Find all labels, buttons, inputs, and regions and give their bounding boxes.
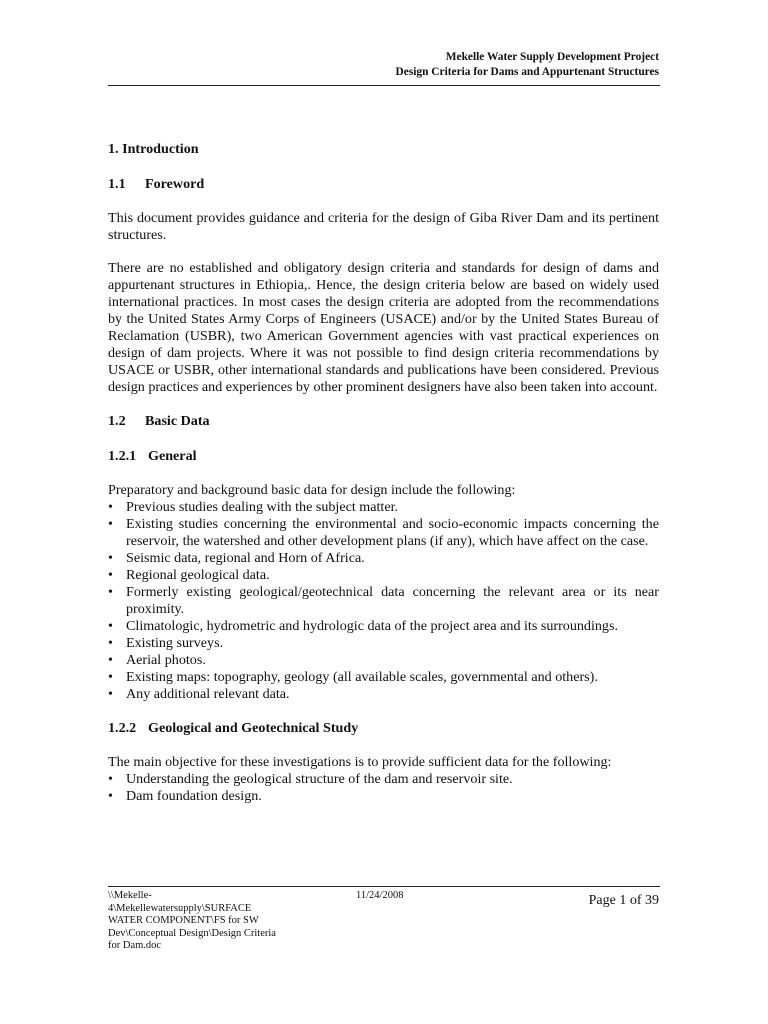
list-item: • Seismic data, regional and Horn of Africa. xyxy=(108,550,659,567)
section-1-1-heading xyxy=(108,175,659,194)
list-item: • Existing maps: topography, geology (all available scales, governmental and others). xyxy=(108,669,659,686)
header-project-title: Mekelle Water Supply Development Project xyxy=(445,51,659,63)
basic-data-list xyxy=(108,499,659,703)
geotech-objectives-list xyxy=(108,771,659,805)
paragraph-basic-data-intro: Preparatory and background basic data for design include the following: xyxy=(108,482,516,498)
section-number: 1.1 xyxy=(108,176,126,192)
paragraph-geotech-intro: The main objective for these investigations is to provide sufficient data for the following: xyxy=(108,754,612,770)
document-body xyxy=(108,140,659,821)
footer-date: 11/24/2008 xyxy=(356,890,404,901)
list-item: • Dam foundation design. xyxy=(108,788,659,805)
section-1-2-heading xyxy=(108,412,659,431)
footer-file-path: \\Mekelle-4\Mekellewatersupply\SURFACE WATER COMPONENT\FS for SW Dev\Conceptual Design\Design Criteria for Dam.doc xyxy=(108,890,276,951)
section-title: Geological and Geotechnical Study xyxy=(148,720,359,736)
header-rule xyxy=(108,85,660,86)
list-item: • Regional geological data. xyxy=(108,567,659,584)
list-item: • Climatologic, hydrometric and hydrologic data of the project area and its surroundings. xyxy=(108,618,659,635)
paragraph-foreword-2: There are no established and obligatory design criteria and standards for design of dams and appurtenant structures in Ethiopia,. Hence, the design criteria below are based on widely used international practices. In most cases the design criteria are adopted from the recommendations by the United States Army Corps of Engineers (USACE) and/or by the United States Bureau of Reclamation (USBR), two American Government agencies with vast practical experiences on design of dam projects. Where it was not possible to find design criteria recommendations by USACE or USBR, other international standards and publications have been considered. Previous design practices and experiences by other prominent designers have also been taken into account. xyxy=(108,260,659,395)
list-item: • Existing studies concerning the environmental and socio-economic impacts concerning the reservoir, the watershed and other development plans (if any), which have affect on the case. xyxy=(108,516,659,550)
list-item: • Existing surveys. xyxy=(108,635,659,652)
section-1-2-1-heading xyxy=(108,447,659,466)
section-1-2-2-heading xyxy=(108,719,659,738)
section-title: Basic Data xyxy=(145,413,210,429)
section-number: 1.2.2 xyxy=(108,720,137,736)
list-item: • Any additional relevant data. xyxy=(108,686,659,703)
section-1-heading: 1. Introduction xyxy=(108,141,199,157)
section-title: Foreword xyxy=(145,176,205,192)
footer-rule xyxy=(108,886,660,887)
list-item: • Aerial photos. xyxy=(108,652,659,669)
list-item: • Formerly existing geological/geotechnical data concerning the relevant area or its near proximity. xyxy=(108,584,659,618)
page-header xyxy=(396,50,659,80)
footer-page-number: Page 1 of 39 xyxy=(588,893,659,908)
section-number: 1.2 xyxy=(108,413,126,429)
list-item: • Understanding the geological structure of the dam and reservoir site. xyxy=(108,771,659,788)
list-item: • Previous studies dealing with the subject matter. xyxy=(108,499,659,516)
section-title: General xyxy=(148,448,197,464)
header-document-title: Design Criteria for Dams and Appurtenant Structures xyxy=(395,66,659,78)
paragraph-foreword-1: This document provides guidance and criteria for the design of Giba River Dam and its pertinent structures. xyxy=(108,210,659,243)
section-number: 1.2.1 xyxy=(108,448,137,464)
